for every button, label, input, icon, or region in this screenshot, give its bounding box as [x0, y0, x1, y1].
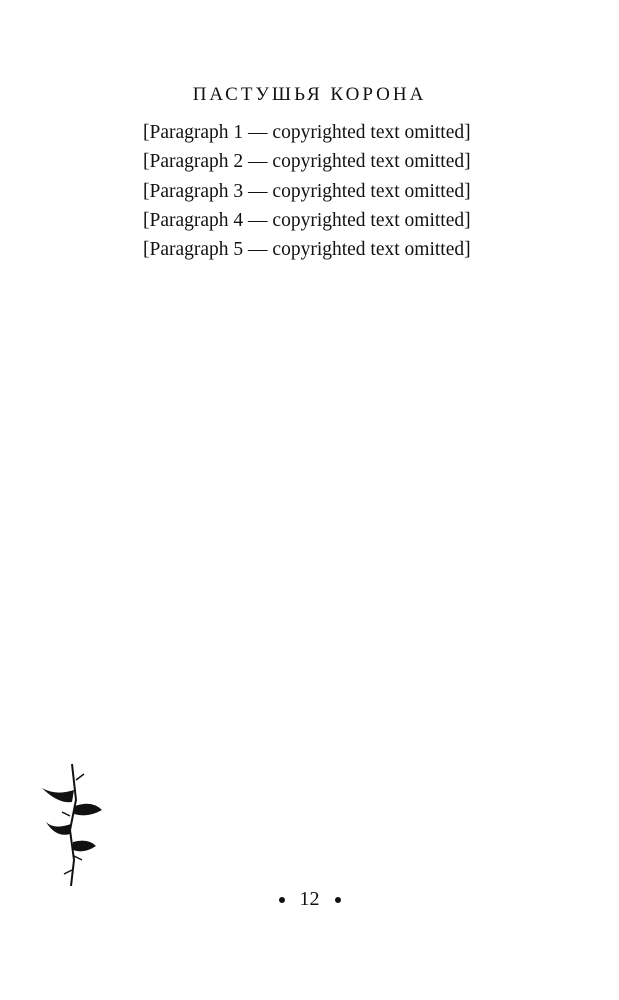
- paragraph-3: [Paragraph 3 — copyrighted text omitted]: [143, 180, 471, 202]
- running-head: ПАСТУШЬЯ КОРОНА: [192, 84, 427, 105]
- thorny-branch-icon: [36, 760, 106, 890]
- page-number-footer: [0, 888, 619, 911]
- bullet-icon: [335, 897, 341, 903]
- page-number: 12: [299, 888, 320, 910]
- paragraph-4: [Paragraph 4 — copyrighted text omitted]: [143, 209, 471, 231]
- paragraph-1: [Paragraph 1 — copyrighted text omitted]: [143, 122, 471, 143]
- body-text: [113, 118, 505, 264]
- paragraph-2: [Paragraph 2 — copyrighted text omitted]: [143, 151, 471, 173]
- paragraph-5: [Paragraph 5 — copyrighted text omitted]: [143, 239, 471, 261]
- bullet-icon: [279, 897, 285, 903]
